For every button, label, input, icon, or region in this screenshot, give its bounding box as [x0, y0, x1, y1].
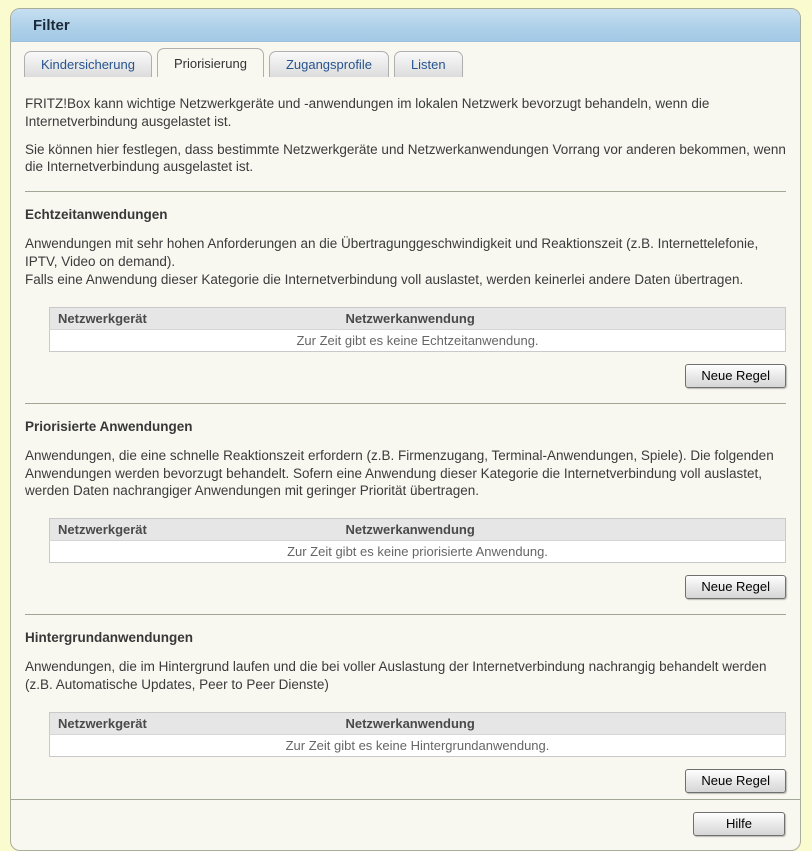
- rules-table: [49, 712, 786, 757]
- column-header-netzwerkanwendung: Netzwerkanwendung: [270, 712, 550, 734]
- tab-listen[interactable]: Listen: [394, 51, 463, 77]
- section-heading: Hintergrundanwendungen: [25, 630, 193, 646]
- table-header-row: [50, 519, 786, 541]
- section-heading: Priorisierte Anwendungen: [25, 418, 193, 434]
- column-header-netzwerkgeraet: Netzwerkgerät: [50, 712, 271, 734]
- neue-regel-button[interactable]: Neue Regel: [685, 575, 786, 599]
- section-description: [25, 658, 786, 694]
- tab-kindersicherung[interactable]: Kindersicherung: [24, 51, 152, 77]
- column-header-actions: [550, 712, 786, 734]
- table-row: [50, 329, 786, 351]
- button-row: [25, 575, 786, 599]
- description-line: Falls eine Anwendung dieser Kategorie die Internetverbindung voll auslastet, werden keinerlei andere Daten übertragen.: [25, 271, 744, 287]
- rules-table: [49, 307, 786, 352]
- tab-priorisierung[interactable]: Priorisierung: [157, 48, 264, 77]
- rules-table-wrapper: [49, 307, 786, 352]
- section-echtzeitanwendungen: [25, 207, 786, 387]
- section-heading: Echtzeitanwendungen: [25, 207, 168, 223]
- section-divider: [25, 614, 786, 615]
- column-header-netzwerkanwendung: Netzwerkanwendung: [270, 307, 550, 329]
- neue-regel-button[interactable]: Neue Regel: [685, 364, 786, 388]
- intro-paragraph-2: Sie können hier festlegen, dass bestimmte Netzwerkgeräte und Netzwerkanwendungen Vorrang vor anderen bekommen, wenn die Internetverbindung ausgelastet ist.: [25, 141, 786, 175]
- section-divider: [25, 403, 786, 404]
- section-description: [25, 235, 786, 288]
- section-priorisierte-anwendungen: [25, 419, 786, 599]
- section-hintergrundanwendungen: [25, 630, 786, 793]
- help-button[interactable]: Hilfe: [693, 812, 785, 836]
- rules-table-wrapper: [49, 712, 786, 757]
- rules-table-wrapper: [49, 518, 786, 563]
- page-title: Filter: [33, 17, 70, 34]
- description-line: Anwendungen, die eine schnelle Reaktionszeit erfordern (z.B. Firmenzugang, Terminal-Anwendungen, Spiele). Die folgenden Anwendungen werden bevorzugt behandelt. Sofern eine Anwendung dieser Kategorie die Internetverbindung voll auslastet, werden Daten nachrangiger Anwendungen mit geringer Priorität übertragen.: [25, 447, 774, 499]
- column-header-netzwerkgeraet: Netzwerkgerät: [50, 307, 271, 329]
- rules-table: [49, 518, 786, 563]
- panel-footer: [11, 799, 800, 850]
- table-row: [50, 541, 786, 563]
- panel-header: [11, 9, 800, 42]
- column-header-actions: [550, 307, 786, 329]
- empty-state-message: Zur Zeit gibt es keine Echtzeitanwendung.: [50, 329, 786, 351]
- table-header-row: [50, 712, 786, 734]
- tab-zugangsprofile[interactable]: Zugangsprofile: [269, 51, 389, 77]
- column-header-actions: [550, 519, 786, 541]
- table-header-row: [50, 307, 786, 329]
- neue-regel-button[interactable]: Neue Regel: [685, 769, 786, 793]
- empty-state-message: Zur Zeit gibt es keine Hintergrundanwendung.: [50, 734, 786, 756]
- tab-bar: [11, 42, 800, 77]
- description-line: Anwendungen, die im Hintergrund laufen und die bei voller Auslastung der Internetverbindung nachrangig behandelt werden (z.B. Automatische Updates, Peer to Peer Dienste): [25, 659, 767, 692]
- column-header-netzwerkanwendung: Netzwerkanwendung: [270, 519, 550, 541]
- tab-content: [11, 77, 800, 799]
- column-header-netzwerkgeraet: Netzwerkgerät: [50, 519, 271, 541]
- description-line: Anwendungen mit sehr hohen Anforderungen an die Übertragunggeschwindigkeit und Reaktionszeit (z.B. Internettelefonie, IPTV, Video on demand).: [25, 236, 759, 270]
- filter-panel: [10, 8, 801, 851]
- button-row: [25, 769, 786, 793]
- button-row: [25, 364, 786, 388]
- empty-state-message: Zur Zeit gibt es keine priorisierte Anwendung.: [50, 541, 786, 563]
- table-row: [50, 734, 786, 756]
- section-description: [25, 447, 786, 500]
- intro-paragraph-1: FRITZ!Box kann wichtige Netzwerkgeräte und -anwendungen im lokalen Netzwerk bevorzugt behandeln, wenn die Internetverbindung ausgelastet ist.: [25, 96, 710, 129]
- section-divider: [25, 191, 786, 192]
